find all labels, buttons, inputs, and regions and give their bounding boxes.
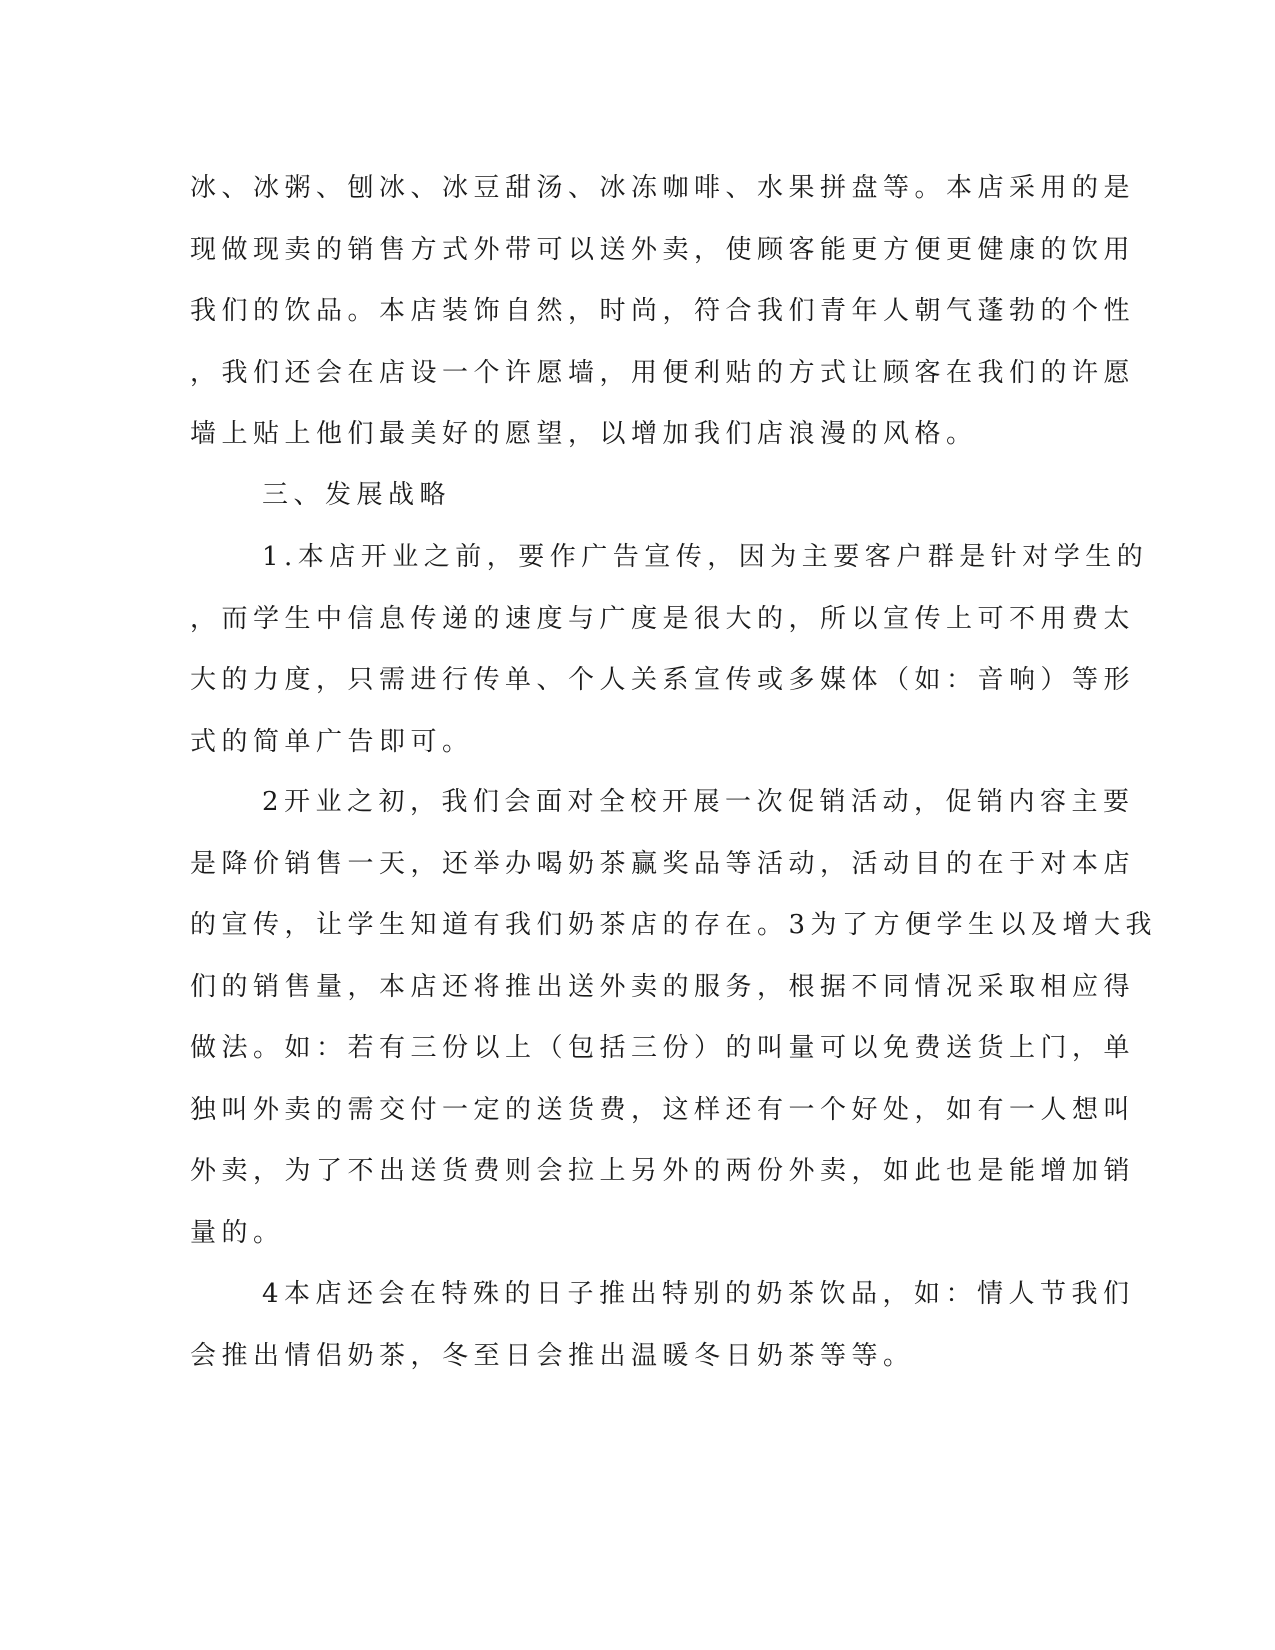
text-line: 外卖，为了不出送货费则会拉上另外的两份外卖，如此也是能增加销	[190, 1156, 1136, 1186]
text-line: 1.本店开业之前，要作广告宣传，因为主要客户群是针对学生的	[262, 542, 1149, 572]
text-line: ，而学生中信息传递的速度与广度是很大的，所以宣传上可不用费太	[190, 603, 1136, 634]
section-heading-text: 三、发展战略	[262, 480, 452, 510]
text-line: 大的力度，只需进行传单、个人关系宣传或多媒体（如：音响）等形	[190, 665, 1136, 695]
paragraph-strategy-1	[190, 527, 1149, 773]
section-heading	[190, 465, 1070, 527]
text-line: ，我们还会在店设一个许愿墙，用便利贴的方式让顾客在我们的许愿	[190, 357, 1136, 388]
text-line: 4本店还会在特殊的日子推出特别的奶茶饮品，如：情人节我们	[262, 1279, 1135, 1309]
text-line: 们的销售量，本店还将推出送外卖的服务，根据不同情况采取相应得	[190, 971, 1136, 1002]
text-line: 式的简单广告即可。	[190, 726, 474, 757]
paragraph-product-and-decor	[190, 158, 1136, 466]
text-line: 墙上贴上他们最美好的愿望，以增加我们店浪漫的风格。	[190, 419, 978, 449]
text-line: 冰、冰粥、刨冰、冰豆甜汤、冰冻咖啡、水果拼盘等。本店采用的是	[190, 173, 1136, 203]
text-line: 独叫外卖的需交付一定的送货费，这样还有一个好处，如有一人想叫	[190, 1094, 1136, 1125]
text-line: 量的。	[190, 1217, 285, 1248]
text-line: 会推出情侣奶茶，冬至日会推出温暖冬日奶茶等等。	[190, 1340, 915, 1371]
text-line: 我们的饮品。本店装饰自然，时尚，符合我们青年人朝气蓬勃的个性	[190, 296, 1136, 326]
paragraph-strategy-2-3	[190, 772, 1158, 1264]
text-line: 2开业之初，我们会面对全校开展一次促销活动，促销内容主要	[262, 787, 1135, 817]
text-line: 的宣传，让学生知道有我们奶茶店的存在。3为了方便学生以及增大我	[190, 910, 1158, 940]
paragraph-strategy-4	[190, 1264, 1135, 1387]
text-line: 做法。如：若有三份以上（包括三份）的叫量可以免费送货上门，单	[190, 1033, 1136, 1063]
text-line: 现做现卖的销售方式外带可以送外卖，使顾客能更方便更健康的饮用	[190, 234, 1136, 265]
text-line: 是降价销售一天，还举办喝奶茶赢奖品等活动，活动目的在于对本店	[190, 848, 1136, 879]
